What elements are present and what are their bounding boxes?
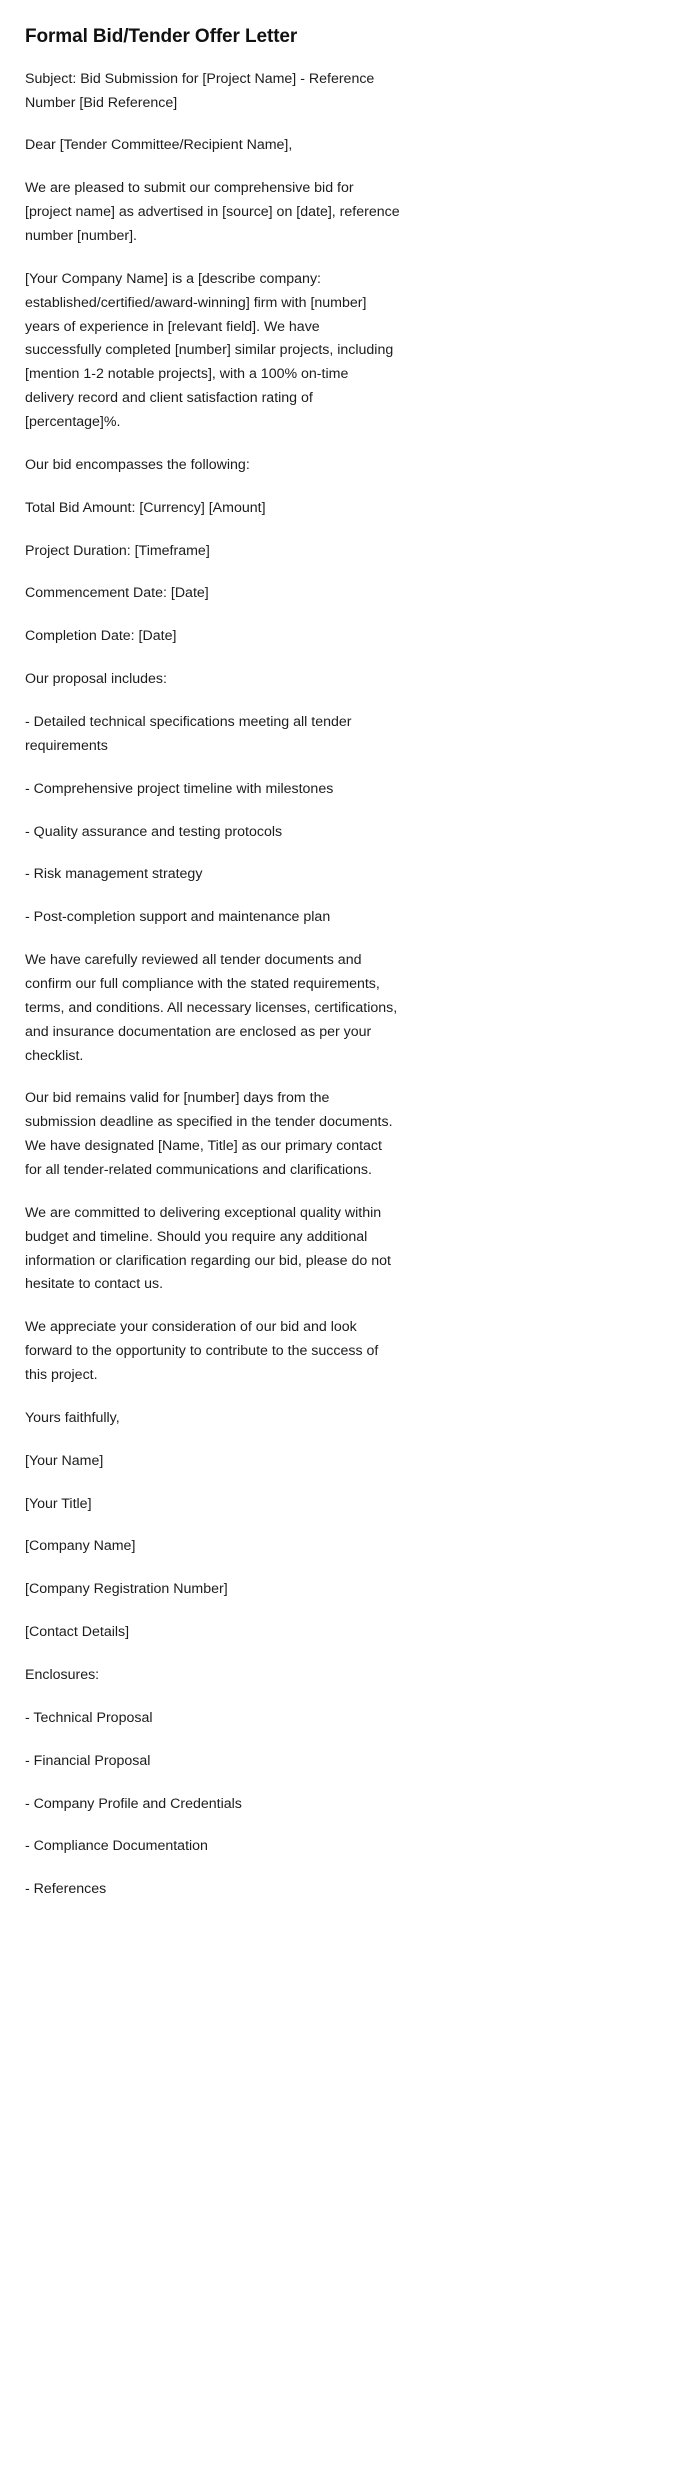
proposal-item-risk-management: - Risk management strategy [25, 866, 203, 883]
enclosure-item-references: - References [25, 1881, 107, 1898]
proposal-item-quality-assurance: - Quality assurance and testing protocols [25, 823, 283, 840]
bid-detail-project-duration: Project Duration: [Timeframe] [25, 542, 210, 559]
subject-line: Subject: Bid Submission for [Project Name] - Reference Number [Bid Reference] [25, 70, 375, 111]
proposal-item-post-completion-support: - Post-completion support and maintenance plan [25, 909, 331, 926]
signature-contact-details: [Contact Details] [25, 1624, 130, 1641]
signature-company-registration-number: [Company Registration Number] [25, 1581, 228, 1598]
proposal-item-project-timeline: - Comprehensive project timeline with milestones [25, 780, 334, 797]
signature-your-name: [Your Name] [25, 1452, 104, 1469]
proposal-item-technical-specifications: - Detailed technical specifications meeting all tender requirements [25, 713, 352, 754]
commitment-paragraph: We are committed to delivering exceptional quality within budget and timeline. Should you require any additional information or clarification regarding our bid, please do not hesitate to contact us. [25, 1204, 391, 1293]
bid-intro-line: Our bid encompasses the following: [25, 456, 250, 473]
salutation: Dear [Tender Committee/Recipient Name], [25, 137, 293, 154]
bid-detail-commencement-date: Commencement Date: [Date] [25, 585, 209, 602]
valediction: Yours faithfully, [25, 1409, 120, 1426]
enclosure-item-compliance-documentation: - Compliance Documentation [25, 1838, 208, 1855]
signature-company-name: [Company Name] [25, 1538, 136, 1555]
signature-your-title: [Your Title] [25, 1495, 92, 1512]
enclosure-item-company-profile: - Company Profile and Credentials [25, 1795, 242, 1812]
closing-paragraph: We appreciate your consideration of our bid and look forward to the opportunity to contribute to the success of this project. [25, 1319, 379, 1384]
bid-detail-total-amount: Total Bid Amount: [Currency] [Amount] [25, 499, 266, 516]
intro-paragraph: We are pleased to submit our comprehensive bid for [project name] as advertised in [source] on [date], reference number [number]. [25, 180, 400, 244]
proposal-intro-line: Our proposal includes: [25, 671, 167, 688]
bid-validity-paragraph: Our bid remains valid for [number] days from the submission deadline as specified in the tender documents. We have designated [Name, Title] as our primary contact for all tender-related communications and clarifications. [25, 1090, 393, 1178]
enclosures-label: Enclosures: [25, 1667, 100, 1684]
enclosure-item-financial-proposal: - Financial Proposal [25, 1752, 151, 1769]
compliance-paragraph: We have carefully reviewed all tender documents and confirm our full compliance with the stated requirements, terms, and conditions. All necessary licenses, certifications, and insurance documentation are enclosed as per your checklist. [25, 952, 398, 1064]
bid-detail-completion-date: Completion Date: [Date] [25, 628, 177, 645]
page-title: Formal Bid/Tender Offer Letter [25, 26, 298, 47]
enclosure-item-technical-proposal: - Technical Proposal [25, 1709, 153, 1726]
company-credentials-paragraph: [Your Company Name] is a [describe company: established/certified/award-winning] firm with [number] years of experience in [relevant field]. We have successfully completed [number] similar projects, including [mention 1-2 notable projects], with a 100% on-time delivery record and client satisfaction rating of [percentage]%. [25, 270, 394, 430]
